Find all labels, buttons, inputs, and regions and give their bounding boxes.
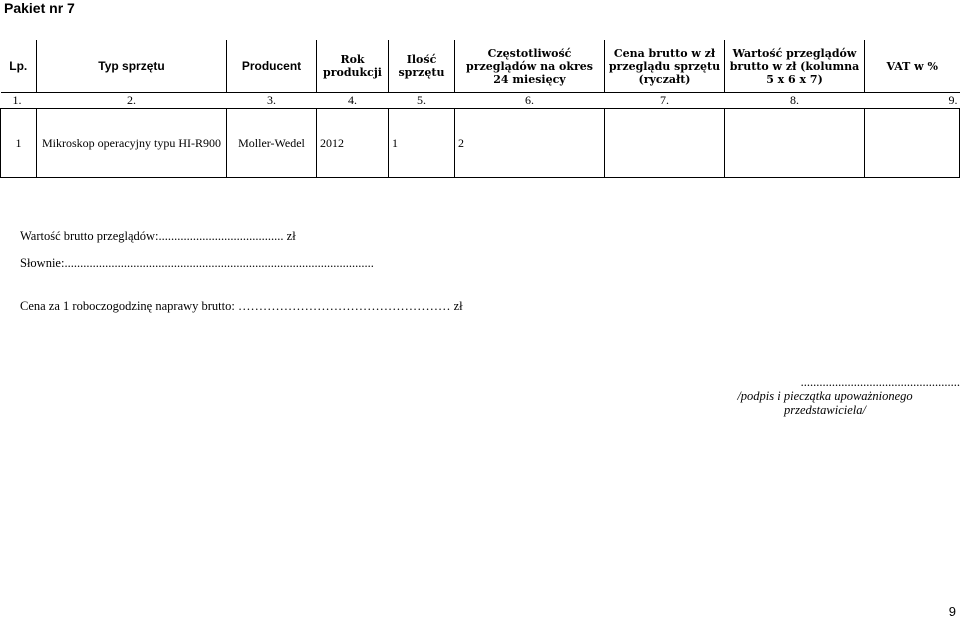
cell-quantity: 1 [389, 109, 455, 178]
hourly-rate-line: Cena za 1 roboczogodzinę naprawy brutto: …………………………………………… zł [20, 299, 463, 313]
cell-producer: Moller-Wedel [227, 109, 317, 178]
in-words-line: Słownie:................................................................................................... [20, 256, 374, 270]
total-gross-line: Wartość brutto przeglądów:........................................ zł [20, 229, 296, 243]
col-header-frequency: Częstotliwość przeglądów na okres 24 miesięcy [455, 40, 605, 93]
cell-price[interactable] [605, 109, 725, 178]
cell-lp: 1 [1, 109, 37, 178]
page-number: 9 [948, 604, 956, 619]
col-header-price: Cena brutto w zł przeglądu sprzętu (ryczałt) [605, 40, 725, 93]
col-header-lp: Lp. [1, 40, 37, 93]
cell-type: Mikroskop operacyjny typu HI-R900 [37, 109, 227, 178]
signature-dots: ................................................... [800, 375, 960, 389]
table-header-row [1, 40, 960, 93]
column-number: 9. [865, 93, 960, 109]
column-number: 4. [317, 93, 389, 109]
column-number: 7. [605, 93, 725, 109]
cell-value[interactable] [725, 109, 865, 178]
column-number: 5. [389, 93, 455, 109]
page-title: Pakiet nr 7 [4, 0, 75, 16]
signature-caption-2: przedstawiciela/ [784, 403, 866, 417]
column-number: 3. [227, 93, 317, 109]
column-number: 2. [37, 93, 227, 109]
column-number-row [1, 93, 960, 109]
col-header-year: Rok produkcji [317, 40, 389, 93]
signature-block [690, 375, 960, 417]
column-number: 1. [1, 93, 37, 109]
col-header-quantity: Ilość sprzętu [389, 40, 455, 93]
cell-year: 2012 [317, 109, 389, 178]
cell-vat[interactable] [865, 109, 960, 178]
col-header-type: Typ sprzętu [37, 40, 227, 93]
cell-frequency: 2 [455, 109, 605, 178]
col-header-value: Wartość przeglądów brutto w zł (kolumna 5 x 6 x 7) [725, 40, 865, 93]
signature-caption-1: /podpis i pieczątka upoważnionego [737, 389, 913, 403]
col-header-vat: VAT w % [865, 40, 960, 93]
column-number: 8. [725, 93, 865, 109]
price-table [0, 40, 960, 178]
col-header-producer: Producent [227, 40, 317, 93]
table-row [1, 109, 960, 178]
column-number: 6. [455, 93, 605, 109]
